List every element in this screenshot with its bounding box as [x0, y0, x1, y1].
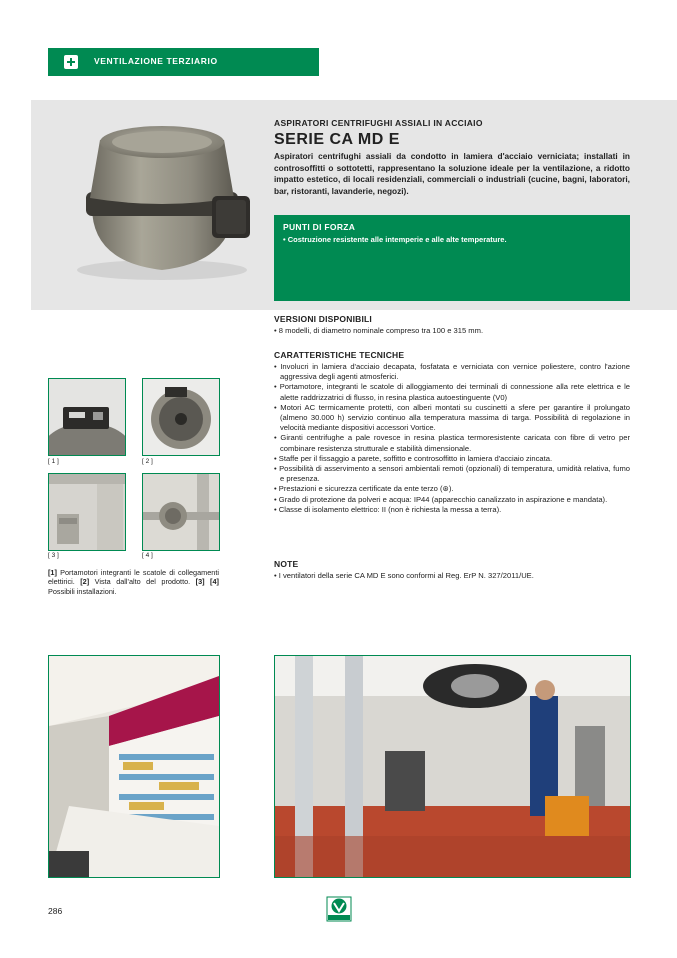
- list-item: • I ventilatori della serie CA MD E sono conformi al Reg. ErP N. 327/2011/UE.: [274, 571, 630, 581]
- photo-workshop-mechanic: [274, 655, 631, 878]
- thumbnail-label: [ 2 ]: [142, 458, 153, 465]
- list-item: • Portamotore, integranti le scatole di alloggiamento dei terminali di connessione alla rete elettrica e le alette raddrizzatrici di flusso, in resina plastica autoestinguente (V0): [274, 382, 630, 402]
- thumbnail-label: [ 4 ]: [142, 552, 153, 559]
- features-list: [274, 362, 630, 515]
- list-item: • Motori AC termicamente protetti, con alberi montati su cuscinetti a sfere per garantire il prolungato (almeno 30.000 h) servizio continuo alla temperatura massima di targa. Possibilità di regolazione in velocità mediante dispositivi accessori Vortice.: [274, 403, 630, 434]
- versions-list: [274, 326, 630, 336]
- vortice-logo: [326, 896, 352, 922]
- product-kicker: ASPIRATORI CENTRIFUGHI ASSIALI IN ACCIAIO: [274, 118, 483, 128]
- caption-ref-2: [2]: [80, 577, 90, 587]
- page-number: 286: [48, 906, 63, 916]
- features-heading: CARATTERISTICHE TECNICHE: [274, 350, 405, 360]
- list-item: • Involucri in lamiera d'acciaio decapata, fosfatata e verniciata con vernice poliestere, contro l'azione aggressiva degli agenti atmosferici.: [274, 362, 630, 382]
- medical-cross-icon: [64, 55, 78, 69]
- list-item: • Possibilità di asservimento a sensori ambientali remoti (opzionali) di temperatura, umidità relativa, fumo e presenza.: [274, 464, 630, 484]
- list-item: • 8 modelli, di diametro nominale compreso tra 100 e 315 mm.: [274, 326, 630, 336]
- versions-heading: VERSIONI DISPONIBILI: [274, 314, 372, 324]
- thumbnail-label: [ 1 ]: [48, 458, 59, 465]
- caption-text-2: Vista dall'alto del prodotto.: [89, 577, 196, 587]
- thumbnail-1-motor-housing: [48, 378, 126, 456]
- list-item: • Grado di protezione da polveri e acqua: IP44 (apparecchio canalizzato in aspirazione e mandata).: [274, 495, 630, 505]
- caption-text-1: Portamotori integranti le scatole di collegamenti elettirici.: [48, 568, 219, 587]
- caption-text-34: Possibili installazioni.: [48, 586, 117, 596]
- strengths-heading: PUNTI DI FORZA: [283, 222, 356, 232]
- notes-heading: NOTE: [274, 559, 299, 569]
- thumbnails-caption: [48, 568, 219, 596]
- strengths-box: [274, 215, 630, 301]
- thumbnail-label: [ 3 ]: [48, 552, 59, 559]
- thumbnail-4-installation: [142, 473, 220, 551]
- thumbnail-2-top-view: [142, 378, 220, 456]
- list-item: • Giranti centrifughe a pale rovesce in resina plastica termoresistente caricata con fibre di vetro per combinare resistenza strutturale e stabilità dimensionale.: [274, 433, 630, 453]
- caption-ref-1: [1]: [48, 568, 57, 577]
- product-image-fan: [62, 112, 262, 284]
- notes-list: [274, 571, 630, 581]
- thumbnail-3-installation: [48, 473, 126, 551]
- product-description: Aspiratori centrifughi assiali da condotto in lamiera d'acciaio verniciata; installati in controsoffitti o sottotetti, rappresentano la soluzione ideale per la ventilazione, a ridotto impatto estetico, di locali residenziali, commerciali o industriali (cucine, bagni, laboratori, bar, ristoranti, lavanderie, negozi).: [274, 151, 630, 196]
- section-label: VENTILAZIONE TERZIARIO: [94, 56, 218, 66]
- list-item: • Staffe per il fissaggio a parete, soffitto e controsoffitto in lamiera d'acciaio zincata.: [274, 454, 630, 464]
- list-item: • Classe di isolamento elettrico: II (non è richiesta la messa a terra).: [274, 505, 630, 515]
- product-title: SERIE CA MD E: [274, 131, 400, 148]
- photo-pharmacy-shelves: [48, 655, 220, 878]
- caption-ref-34: [3] [4]: [195, 577, 219, 587]
- section-header-bar: [48, 48, 319, 76]
- strengths-item-text: Costruzione resistente alle intemperie e alle alte temperature.: [287, 235, 507, 244]
- strengths-item: • Costruzione resistente alle intemperie e alle alte temperature.: [283, 235, 507, 244]
- list-item: • Prestazioni e sicurezza certificate da ente terzo (⊛).: [274, 484, 630, 494]
